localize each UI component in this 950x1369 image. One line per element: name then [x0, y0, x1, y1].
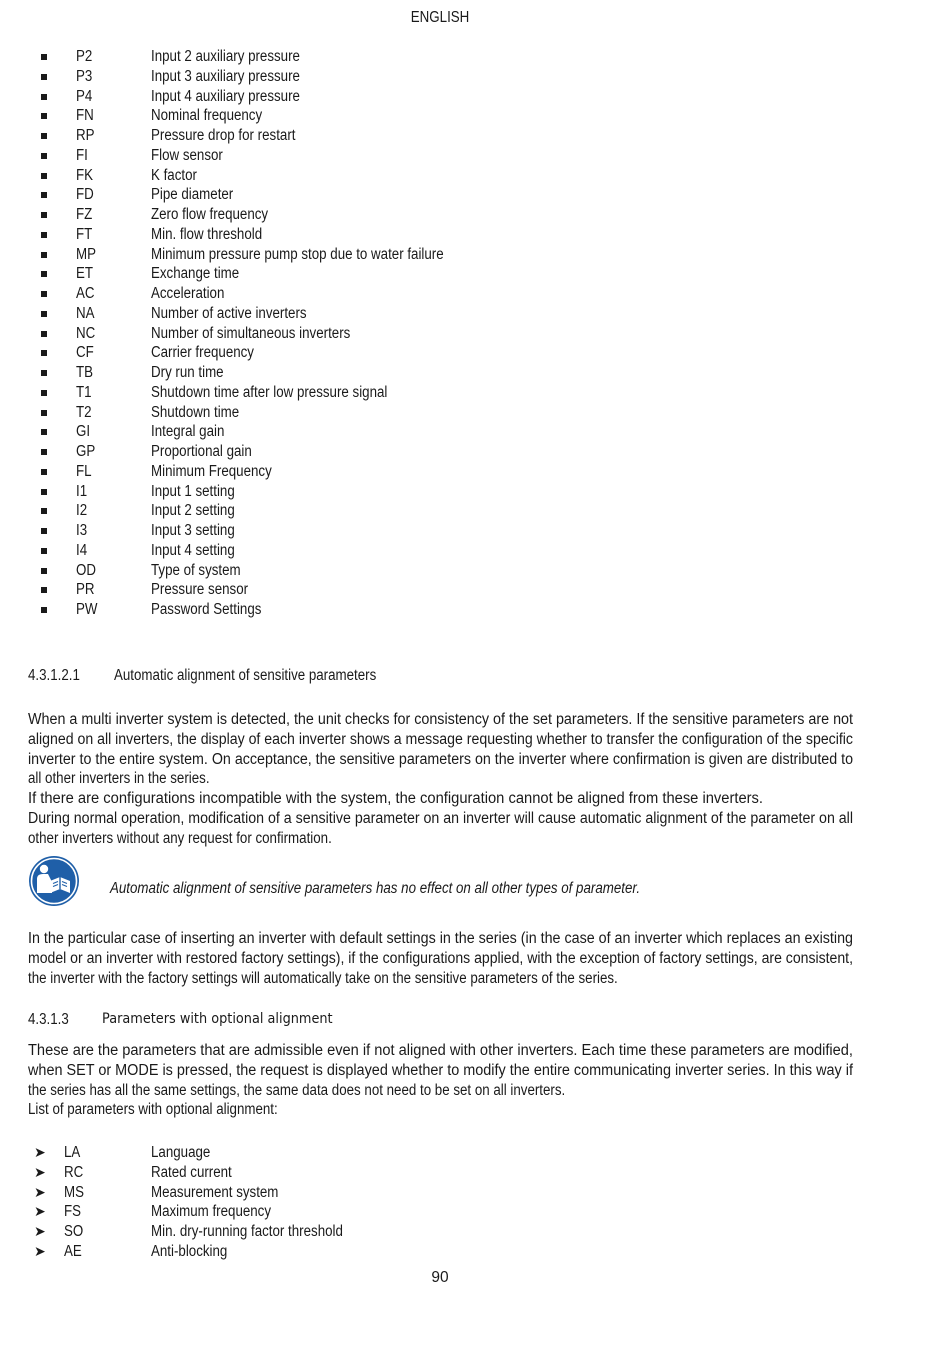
section-number: 4.3.1.2.1 — [28, 667, 80, 684]
text-line — [28, 1081, 950, 1101]
list-item — [0, 1163, 600, 1183]
param-code: FL — [76, 462, 92, 480]
bullet-icon — [41, 449, 47, 455]
list-item — [0, 422, 600, 442]
list-item — [0, 600, 600, 620]
list-item — [0, 146, 600, 166]
param-code: I3 — [76, 522, 88, 539]
param-description: Maximum frequency — [151, 1203, 272, 1221]
text-line — [28, 769, 950, 789]
list-item — [0, 501, 600, 521]
text-line — [28, 730, 950, 750]
list-item — [0, 1222, 600, 1242]
list-item — [0, 442, 600, 462]
list-item — [0, 403, 600, 423]
bullet-icon — [41, 429, 47, 435]
text-line — [28, 829, 950, 849]
param-description: Pipe diameter — [151, 186, 234, 204]
bullet-icon — [41, 370, 47, 376]
text-line-content: In the particular case of inserting an inverter with default settings in the series (in the case of an inverter which replaces an existing — [28, 930, 853, 947]
text-line — [28, 1041, 950, 1061]
param-description: Shutdown time after low pressure signal — [151, 383, 388, 401]
text-line-content: During normal operation, modification of a sensitive parameter on an inverter will cause automatic alignment of the parameter on all — [28, 809, 853, 827]
text-line-content: aligned on all inverters, the display of each inverter shows a message requesting whether to transfer the configuration of the specific — [28, 730, 853, 748]
param-code: FK — [76, 166, 94, 184]
param-description: Flow sensor — [151, 146, 223, 164]
param-description: Integral gain — [151, 423, 225, 441]
param-description: Min. dry-running factor threshold — [151, 1223, 343, 1240]
bullet-icon — [41, 212, 47, 218]
param-description: Carrier frequency — [151, 344, 254, 362]
bullet-icon — [41, 568, 47, 574]
param-code: NA — [76, 304, 95, 322]
sensitive-parameters-list — [0, 47, 600, 620]
param-description: Input 4 setting — [151, 541, 235, 559]
bullet-icon — [41, 173, 47, 179]
param-code: FN — [76, 107, 94, 125]
param-code: FT — [76, 225, 93, 243]
section-title: Parameters with optional alignment — [102, 1011, 333, 1027]
param-code: T2 — [76, 403, 92, 421]
param-description: Input 4 auxiliary pressure — [151, 87, 300, 105]
param-code: TB — [76, 364, 94, 381]
section-number: 4.3.1.3 — [28, 1011, 69, 1028]
list-item — [0, 166, 600, 186]
param-code: I4 — [76, 541, 88, 559]
bullet-icon — [41, 232, 47, 238]
list-item — [0, 126, 600, 146]
optional-parameters-list — [0, 1143, 600, 1262]
bullet-icon — [41, 350, 47, 356]
list-item — [0, 363, 600, 383]
param-code: FZ — [76, 206, 93, 223]
list-item — [0, 324, 600, 344]
param-description: Input 1 setting — [151, 482, 235, 500]
text-line — [28, 969, 950, 989]
param-code: T1 — [76, 383, 92, 401]
param-description: Rated current — [151, 1163, 232, 1181]
param-description: Password Settings — [151, 601, 262, 618]
param-code: OD — [76, 561, 96, 579]
param-code: I2 — [76, 502, 88, 520]
list-item — [0, 1183, 600, 1203]
list-item — [0, 245, 600, 265]
text-line-content: If there are configurations incompatible with the system, the configuration cannot be aligned from these inverters. — [28, 790, 764, 808]
arrow-bullet-icon: ➤ — [34, 1223, 46, 1239]
arrow-bullet-icon: ➤ — [34, 1203, 46, 1220]
param-code: AC — [76, 285, 95, 302]
bullet-icon — [41, 489, 47, 495]
bullet-icon — [41, 74, 47, 80]
param-code: RP — [76, 127, 95, 144]
bullet-icon — [41, 54, 47, 60]
param-code: FI — [76, 146, 88, 164]
param-description: Minimum Frequency — [151, 462, 272, 480]
section-title: Automatic alignment of sensitive parameters — [114, 667, 377, 684]
text-line — [28, 809, 950, 829]
param-description: Shutdown time — [151, 403, 240, 421]
list-item — [0, 541, 600, 561]
bullet-icon — [41, 94, 47, 100]
list-item — [0, 185, 600, 205]
param-code: GI — [76, 423, 91, 441]
list-item — [0, 343, 600, 363]
arrow-bullet-icon: ➤ — [34, 1144, 46, 1160]
list-item — [0, 1242, 600, 1262]
bullet-icon — [41, 390, 47, 396]
list-item — [0, 521, 600, 541]
text-line-content: the series has all the same settings, the same data does not need to be set on all inverters. — [28, 1081, 566, 1099]
text-line-content: List of parameters with optional alignment: — [28, 1101, 278, 1119]
text-line-content: other inverters without any request for confirmation. — [28, 829, 332, 847]
param-description: Input 2 auxiliary pressure — [151, 48, 300, 65]
param-code: NC — [76, 324, 96, 342]
param-description: Min. flow threshold — [151, 225, 263, 243]
param-code: P3 — [76, 67, 93, 85]
list-item — [0, 47, 600, 67]
param-description: Number of active inverters — [151, 304, 307, 322]
bullet-icon — [41, 113, 47, 119]
list-item — [0, 304, 600, 324]
param-description: Number of simultaneous inverters — [151, 324, 351, 342]
param-description: Pressure sensor — [151, 581, 249, 599]
arrow-bullet-icon: ➤ — [34, 1183, 46, 1200]
list-item — [0, 264, 600, 284]
bullet-icon — [41, 192, 47, 198]
param-code: MS — [64, 1183, 84, 1201]
text-line — [28, 1100, 950, 1120]
text-line — [28, 710, 950, 730]
text-line-content: model or an inverter with restored factory settings), if the configurations applied, with the exception of factory settings, are consistent, — [28, 949, 853, 967]
paragraph-optional-alignment — [28, 1041, 950, 1120]
param-code: CF — [76, 344, 94, 362]
bullet-icon — [41, 331, 47, 337]
text-line-content: all other inverters in the series. — [28, 770, 210, 788]
bullet-icon — [41, 469, 47, 475]
bullet-icon — [41, 291, 47, 297]
param-code: I1 — [76, 482, 88, 500]
text-line — [28, 929, 950, 949]
param-description: Zero flow frequency — [151, 206, 269, 223]
param-code: P4 — [76, 87, 93, 105]
list-item — [0, 580, 600, 600]
arrow-bullet-icon: ➤ — [34, 1163, 46, 1180]
text-line — [28, 1061, 950, 1081]
param-description: Anti-blocking — [151, 1242, 228, 1260]
param-code: GP — [76, 443, 96, 460]
read-manual-icon — [28, 855, 80, 907]
text-line-content: These are the parameters that are admissible even if not aligned with other inverters. Each time these parameters are modified, — [28, 1042, 853, 1059]
param-description: Acceleration — [151, 285, 225, 302]
list-item — [0, 561, 600, 581]
bullet-icon — [41, 607, 47, 613]
list-item — [0, 87, 600, 107]
page-header — [0, 9, 880, 27]
text-line — [28, 789, 950, 809]
paragraph-auto-alignment — [28, 710, 950, 849]
param-code: AE — [64, 1242, 82, 1260]
text-line-content: the inverter with the factory settings will automatically take on the sensitive parameters of the series. — [28, 969, 618, 987]
bullet-icon — [41, 528, 47, 534]
param-description: K factor — [151, 166, 197, 184]
list-item — [0, 284, 600, 304]
text-line — [28, 949, 950, 969]
list-item — [0, 1202, 600, 1222]
bullet-icon — [41, 410, 47, 416]
header-language: ENGLISH — [410, 9, 470, 26]
param-code: SO — [64, 1223, 84, 1240]
param-code: MP — [76, 245, 96, 263]
paragraph-default-settings — [28, 929, 950, 988]
list-item — [0, 67, 600, 87]
list-item — [0, 1143, 600, 1163]
list-item — [0, 106, 600, 126]
param-code: P2 — [76, 48, 93, 65]
param-code: PR — [76, 581, 95, 599]
param-description: Proportional gain — [151, 443, 252, 460]
bullet-icon — [41, 252, 47, 258]
param-description: Exchange time — [151, 265, 240, 283]
page-number: 90 — [431, 1269, 449, 1286]
note-text: Automatic alignment of sensitive parameters has no effect on all other types of parameter. — [110, 880, 641, 897]
bullet-icon — [41, 133, 47, 139]
param-code: FS — [64, 1203, 82, 1221]
bullet-icon — [41, 153, 47, 159]
list-item — [0, 383, 600, 403]
param-description: Minimum pressure pump stop due to water failure — [151, 245, 444, 263]
arrow-bullet-icon: ➤ — [34, 1242, 46, 1259]
param-code: FD — [76, 186, 94, 204]
param-description: Language — [151, 1144, 211, 1161]
param-description: Dry run time — [151, 364, 224, 381]
param-description: Input 2 setting — [151, 502, 235, 520]
param-description: Input 3 auxiliary pressure — [151, 67, 300, 85]
text-line-content: when SET or MODE is pressed, the request is displayed whether to modify the entire communicating inverter series. In this way if — [28, 1061, 853, 1079]
text-line-content: inverter to the entire system. On acceptance, the sensitive parameters on the inverter where confirmation is given are distributed to — [28, 750, 853, 768]
text-line — [28, 750, 950, 770]
param-code: RC — [64, 1163, 84, 1181]
param-code: ET — [76, 265, 94, 283]
bullet-icon — [41, 587, 47, 593]
list-item — [0, 482, 600, 502]
text-line-content: When a multi inverter system is detected, the unit checks for consistency of the set parameters. If the sensitive parameters are not — [28, 711, 853, 728]
param-description: Type of system — [151, 561, 241, 579]
list-item — [0, 225, 600, 245]
list-item — [0, 462, 600, 482]
param-code: LA — [64, 1144, 81, 1161]
bullet-icon — [41, 508, 47, 514]
param-description: Input 3 setting — [151, 522, 235, 539]
param-description: Nominal frequency — [151, 107, 263, 125]
param-description: Measurement system — [151, 1183, 279, 1201]
bullet-icon — [41, 311, 47, 317]
list-item — [0, 205, 600, 225]
bullet-icon — [41, 271, 47, 277]
bullet-icon — [41, 548, 47, 554]
param-description: Pressure drop for restart — [151, 127, 296, 144]
param-code: PW — [76, 601, 98, 618]
